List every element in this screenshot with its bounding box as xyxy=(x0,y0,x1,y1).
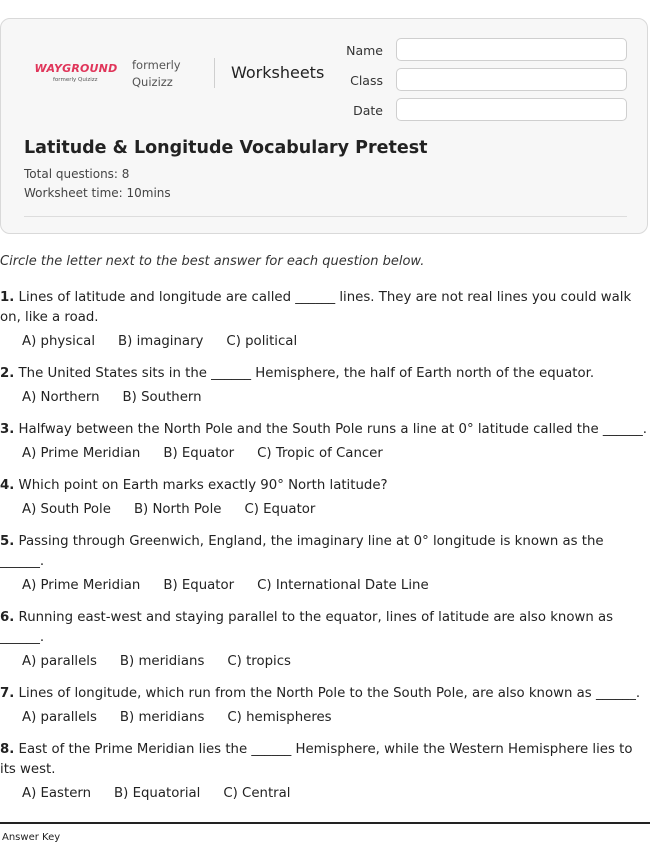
question-list xyxy=(0,288,650,816)
option-b[interactable]: B) North Pole xyxy=(133,502,222,517)
question-number: 4. xyxy=(0,478,15,493)
question-text: East of the Prime Meridian lies the ______ Hemisphere, while the Western Hemisphere lies to its west. xyxy=(0,742,633,777)
header-rule xyxy=(24,216,627,217)
option-c[interactable]: C) hemispheres xyxy=(227,710,332,725)
question-7 xyxy=(0,684,650,728)
answer-options xyxy=(22,652,650,672)
option-b[interactable]: B) imaginary xyxy=(118,334,204,349)
question-number: 8. xyxy=(0,742,15,757)
question-5 xyxy=(0,532,650,596)
answer-options xyxy=(22,576,650,596)
option-c[interactable]: C) tropics xyxy=(227,654,291,669)
option-a[interactable]: A) physical xyxy=(22,334,96,349)
formerly-quizizz-text: formerly Quizizz xyxy=(132,58,181,89)
question-6 xyxy=(0,608,650,672)
option-a[interactable]: A) Northern xyxy=(22,390,100,405)
answer-key-heading: Answer Key xyxy=(2,832,61,843)
question-3 xyxy=(0,420,650,464)
answer-options xyxy=(22,388,650,408)
question-4 xyxy=(0,476,650,520)
answer-options xyxy=(22,784,650,804)
option-b[interactable]: B) meridians xyxy=(119,710,205,725)
question-number: 1. xyxy=(0,290,15,305)
option-a[interactable]: A) South Pole xyxy=(22,502,111,517)
answer-options xyxy=(22,500,650,520)
option-c[interactable]: C) Equator xyxy=(244,502,316,517)
question-8 xyxy=(0,740,650,804)
question-2 xyxy=(0,364,650,408)
answer-options xyxy=(22,332,650,352)
header-divider xyxy=(214,58,215,88)
page-bottom-rule xyxy=(0,822,650,824)
option-c[interactable]: C) International Date Line xyxy=(257,578,429,593)
answer-options xyxy=(22,708,650,728)
worksheets-label: Worksheets xyxy=(231,63,325,82)
question-text: Running east-west and staying parallel to the equator, lines of latitude are also known as ______. xyxy=(0,610,614,645)
option-b[interactable]: B) Equatorial xyxy=(114,786,201,801)
option-b[interactable]: B) Equator xyxy=(163,446,235,461)
total-questions: Total questions: 8 xyxy=(24,167,130,181)
worksheet-header-card xyxy=(0,18,648,234)
date-label: Date xyxy=(353,103,383,118)
option-b[interactable]: B) Equator xyxy=(163,578,235,593)
worksheet-title: Latitude & Longitude Vocabulary Pretest xyxy=(24,138,428,158)
logo-wordmark: WAYGROUND xyxy=(34,62,118,75)
option-a[interactable]: A) Prime Meridian xyxy=(22,446,141,461)
option-c[interactable]: C) Central xyxy=(223,786,291,801)
option-c[interactable]: C) Tropic of Cancer xyxy=(257,446,383,461)
class-field[interactable] xyxy=(396,68,627,91)
option-a[interactable]: A) Prime Meridian xyxy=(22,578,141,593)
option-b[interactable]: B) meridians xyxy=(119,654,205,669)
option-a[interactable]: A) parallels xyxy=(22,654,97,669)
option-a[interactable]: A) parallels xyxy=(22,710,97,725)
question-text: Halfway between the North Pole and the South Pole runs a line at 0° latitude called the ______. xyxy=(18,422,647,437)
wayground-logo xyxy=(31,63,121,83)
instructions: Circle the letter next to the best answer for each question below. xyxy=(0,254,425,269)
question-number: 7. xyxy=(0,686,15,701)
question-text: Which point on Earth marks exactly 90° North latitude? xyxy=(18,478,388,493)
question-text: Lines of longitude, which run from the North Pole to the South Pole, are also known as ______. xyxy=(18,686,641,701)
option-b[interactable]: B) Southern xyxy=(122,390,202,405)
question-number: 2. xyxy=(0,366,15,381)
option-a[interactable]: A) Eastern xyxy=(22,786,92,801)
logo-subtitle: formerly Quizizz xyxy=(53,77,98,83)
name-label: Name xyxy=(346,43,383,58)
option-c[interactable]: C) political xyxy=(226,334,298,349)
question-number: 5. xyxy=(0,534,15,549)
name-field[interactable] xyxy=(396,38,627,61)
worksheet-time: Worksheet time: 10mins xyxy=(24,186,171,200)
question-text: The United States sits in the ______ Hemisphere, the half of Earth north of the equator. xyxy=(18,366,595,381)
date-field[interactable] xyxy=(396,98,627,121)
question-text: Passing through Greenwich, England, the imaginary line at 0° longitude is known as the ______. xyxy=(0,534,604,569)
answer-options xyxy=(22,444,650,464)
question-number: 6. xyxy=(0,610,15,625)
question-number: 3. xyxy=(0,422,15,437)
class-label: Class xyxy=(350,73,383,88)
question-1 xyxy=(0,288,650,352)
question-text: Lines of latitude and longitude are called ______ lines. They are not real lines you could walk on, like a road. xyxy=(0,290,632,325)
